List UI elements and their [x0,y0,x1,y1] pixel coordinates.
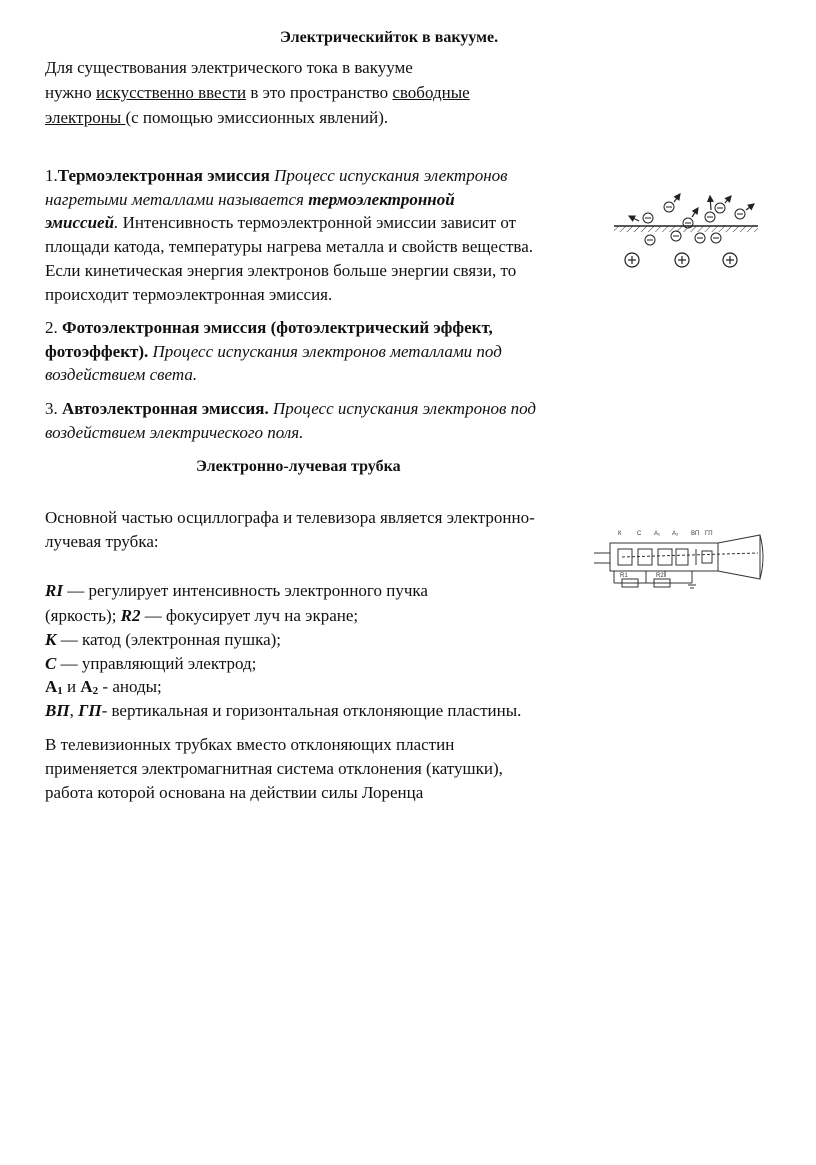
crt-intro-line-1: Основной частью осциллографа и телевизора является электронно- [45,508,535,527]
label-c: С [637,531,642,537]
closing-line-1: В телевизионных трубках вместо отклоняющих пластин [45,735,455,754]
s1-line-6: происходит термоэлектронная эмиссия. [45,285,333,304]
s3-line-1: 3. Автоэлектронная эмиссия. Процесс испускания электронов под [45,399,537,418]
bound-electrons [645,231,721,245]
label-gp: ГП [705,531,713,537]
legend-plates: ВП, ГП- вертикальная и горизонтальная отклоняющие пластины. [45,701,522,720]
label-vp: ВП [691,531,700,537]
s3-line-2: воздействием электрического поля. [45,423,304,442]
page-title: Электрическийток в вакууме. [280,29,499,46]
legend-r2: (яркость); R2 — фокусирует луч на экране; [45,606,359,625]
legend-control-electrode: С — управляющий электрод; [45,654,257,673]
emission-arrows [629,194,754,221]
s2-line-1: 2. Фотоэлектронная эмиссия (фотоэлектрический эффект, [45,318,493,337]
label-a2: А₂ [672,531,679,537]
legend-anodes: $А_1$ и $А_2$ - аноды; [45,677,162,697]
closing-line-2: применяется электромагнитная система отклонения (катушки), [45,759,503,778]
emission-diagram [612,190,762,275]
s1-line-5: Если кинетическая энергия электронов больше энергии связи, то [45,261,517,280]
s2-line-2: фотоэффект). Процесс испускания электронов металлами под [45,342,502,361]
intro-line-1: Для существования электрического тока в вакууме [45,58,413,77]
crt-diagram [592,525,770,593]
metal-surface-hatch [614,226,758,232]
anode-1 [658,549,672,565]
legend-r1: RI — регулирует интенсивность электронного пучка [45,581,428,600]
intro-line-2: нужно искусственно ввести в это пространство свободные [45,83,470,102]
s1-line-4: площади катода, температуры нагрева металла и свойств вещества. [45,237,534,256]
control-electrode [638,549,652,565]
label-k: К [618,531,622,537]
electron-beam [622,553,758,557]
horizontal-plates [702,551,712,563]
label-r1: R1 [620,573,628,579]
crt-intro-line-2: лучевая трубка: [45,532,159,551]
crt-flare [718,535,760,579]
anode-2 [676,549,688,565]
label-r2: R2 [656,573,664,579]
positive-ions [625,253,737,267]
s1-line-3: эмиссией. Интенсивность термоэлектронной эмиссии зависит от [45,213,517,232]
intro-line-3: электроны (с помощью эмиссионных явлений). [45,108,389,127]
crt-title: Электронно-лучевая трубка [196,458,401,475]
s1-line-1: 1.Термоэлектронная эмиссия Процесс испускания электронов [45,166,508,185]
s2-line-3: воздействием света. [45,365,198,384]
closing-line-3: работа которой основана на действии силы Лоренца [45,783,424,802]
label-a1: А₁ [654,531,661,537]
legend-cathode: К — катод (электронная пушка); [45,630,282,649]
s1-line-2: нагретыми металлами называется термоэлектронной [45,190,455,209]
